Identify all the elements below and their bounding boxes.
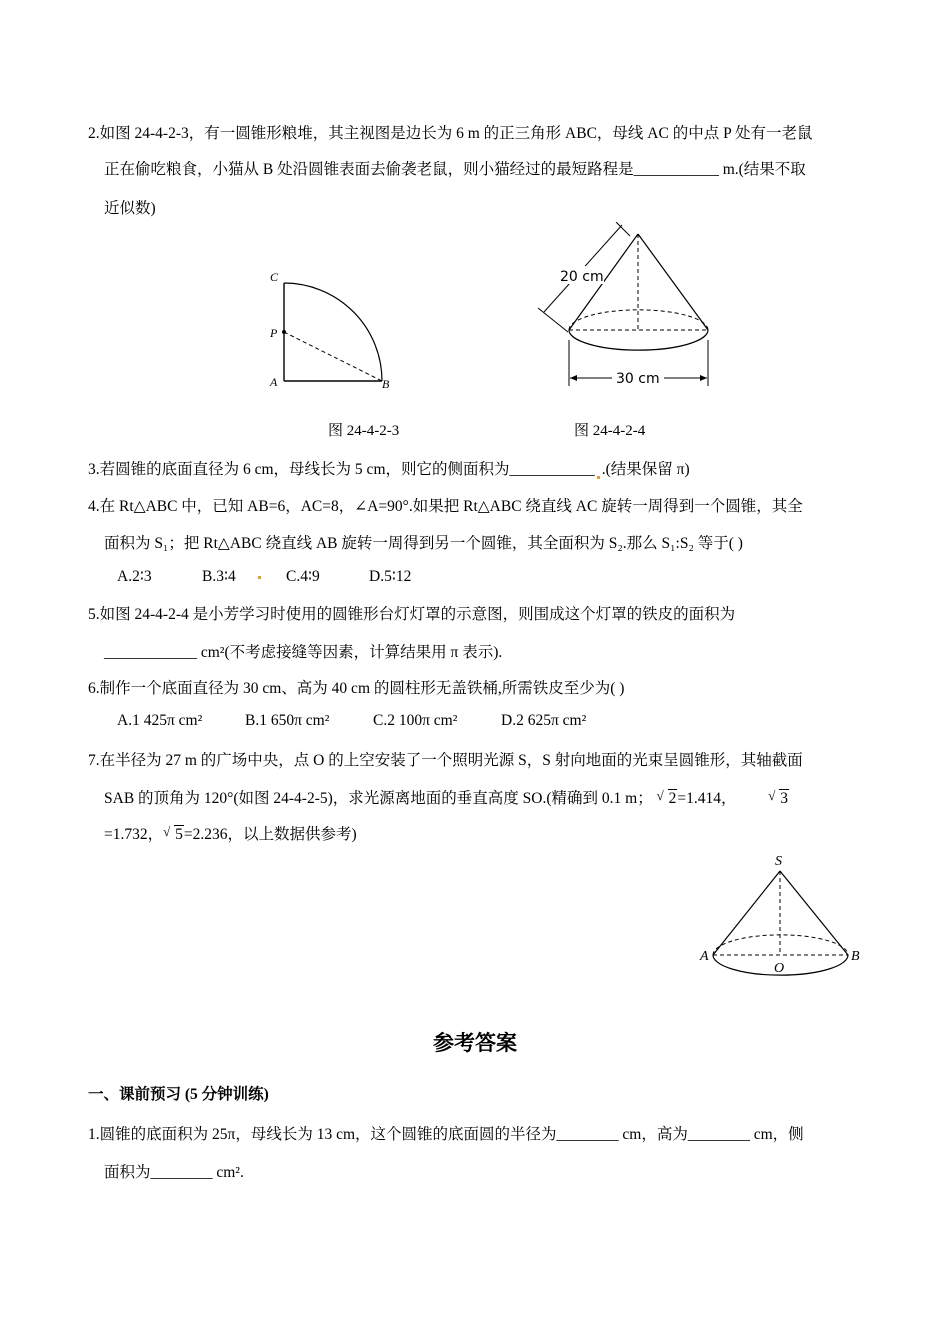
figure-light-cone (698, 850, 868, 980)
fig3-label-s: S (775, 854, 782, 869)
answers-section-title: 一、课前预习 (5 分钟训练) (88, 1086, 269, 1103)
q6-line1: 6.制作一个底面直径为 30 cm、高为 40 cm 的圆柱形无盖铁桶,所需铁皮至少为( ) (88, 680, 625, 697)
q6-option-a: A.1 425π cm² (117, 712, 203, 729)
fig2-caption: 图 24-4-2-4 (574, 423, 646, 439)
q6-option-d: D.2 625π cm² (501, 712, 587, 729)
dot-mark (258, 576, 261, 579)
dot-mark (597, 476, 600, 479)
q7-line3-end: =2.236，以上数据供参考) (183, 826, 357, 843)
fig1-label-c: C (270, 270, 279, 284)
fig3-label-b: B (851, 949, 860, 964)
q3-line (88, 457, 690, 479)
q4-option-d: D.5∶12 (369, 568, 412, 585)
fig3-label-a: A (700, 949, 709, 964)
q2-line3: 近似数) (104, 200, 156, 217)
fig2-diam-label: 30 cm (616, 371, 660, 387)
fig2-slant-label: 20 cm (560, 269, 604, 285)
q5-line2: ____________ cm²(不考虑接缝等因素，计算结果用 π 表示). (104, 644, 503, 661)
q6-option-b: B.1 650π cm² (245, 712, 330, 729)
q3-text-end: .(结果保留 π) (601, 461, 690, 478)
q4-line1: 4.在 Rt△ABC 中，已知 AB=6，AC=8，∠A=90°.如果把 Rt△ABC 绕直线 AC 旋转一周得到一个圆锥，其全 (88, 498, 803, 515)
figure-lamp-cone (532, 222, 732, 392)
fig1-label-a: A (270, 375, 278, 389)
answer-q1-line2: 面积为________ cm². (104, 1164, 244, 1181)
fig3-label-o: O (774, 961, 785, 976)
fig1-caption: 图 24-4-2-3 (328, 423, 400, 439)
answer-q1-line1: 1.圆锥的底面积为 25π，母线长为 13 cm，这个圆锥的底面圆的半径为________ cm，高为________ cm，侧 (88, 1126, 804, 1143)
q5-line1: 5.如图 24-4-2-4 是小芳学习时使用的圆锥形台灯灯罩的示意图，则围成这个灯罩的铁皮的面积为 (88, 606, 736, 623)
fig1-label-p: P (270, 326, 278, 340)
q7-val2: =1.414， (677, 790, 737, 807)
q7-line3 (104, 822, 357, 844)
q4-option-a: A.2∶3 (117, 568, 152, 585)
q3-text: 3.若圆锥的底面直径为 6 cm，母线长为 5 cm，则它的侧面积为___________ (88, 461, 595, 478)
fig1-label-b: B (382, 377, 390, 391)
sqrt-5: √ 5 (163, 824, 183, 843)
q4-option-b: B.3∶4 (202, 568, 236, 585)
q7-line3-start: =1.732， (104, 826, 164, 843)
q4-line2: 面积为 S₁；把 Rt△ABC 绕直线 AB 旋转一周得到另一个圆锥，其全面积为 S₂.那么 S₁:S₂ 等于( ) (104, 535, 743, 552)
q7-line1: 7.在半径为 27 m 的广场中央，点 O 的上空安装了一个照明光源 S，S 射向地面的光束呈圆锥形，其轴截面 (88, 752, 803, 769)
q2-line2: 正在偷吃粮食，小猫从 B 处沿圆锥表面去偷袭老鼠，则小猫经过的最短路程是___________ m.(结果不取 (104, 161, 806, 178)
answers-heading: 参考答案 (433, 1031, 517, 1055)
q2-line1: 2.如图 24-4-2-3，有一圆锥形粮堆，其主视图是边长为 6 m 的正三角形 ABC，母线 AC 的中点 P 处有一老鼠 (88, 125, 813, 142)
q4-option-c: C.4∶9 (286, 568, 320, 585)
q6-option-c: C.2 100π cm² (373, 712, 458, 729)
q7-line2-text: SAB 的顶角为 120°(如图 24-4-2-5)，求光源离地面的垂直高度 SO.(精确到 0.1 m； (104, 790, 653, 807)
sqrt-3: √ 3 (768, 788, 788, 807)
q7-line2 (104, 786, 789, 808)
sqrt-2: √ 2 (656, 788, 677, 807)
figure-quarter-circle (262, 262, 402, 394)
